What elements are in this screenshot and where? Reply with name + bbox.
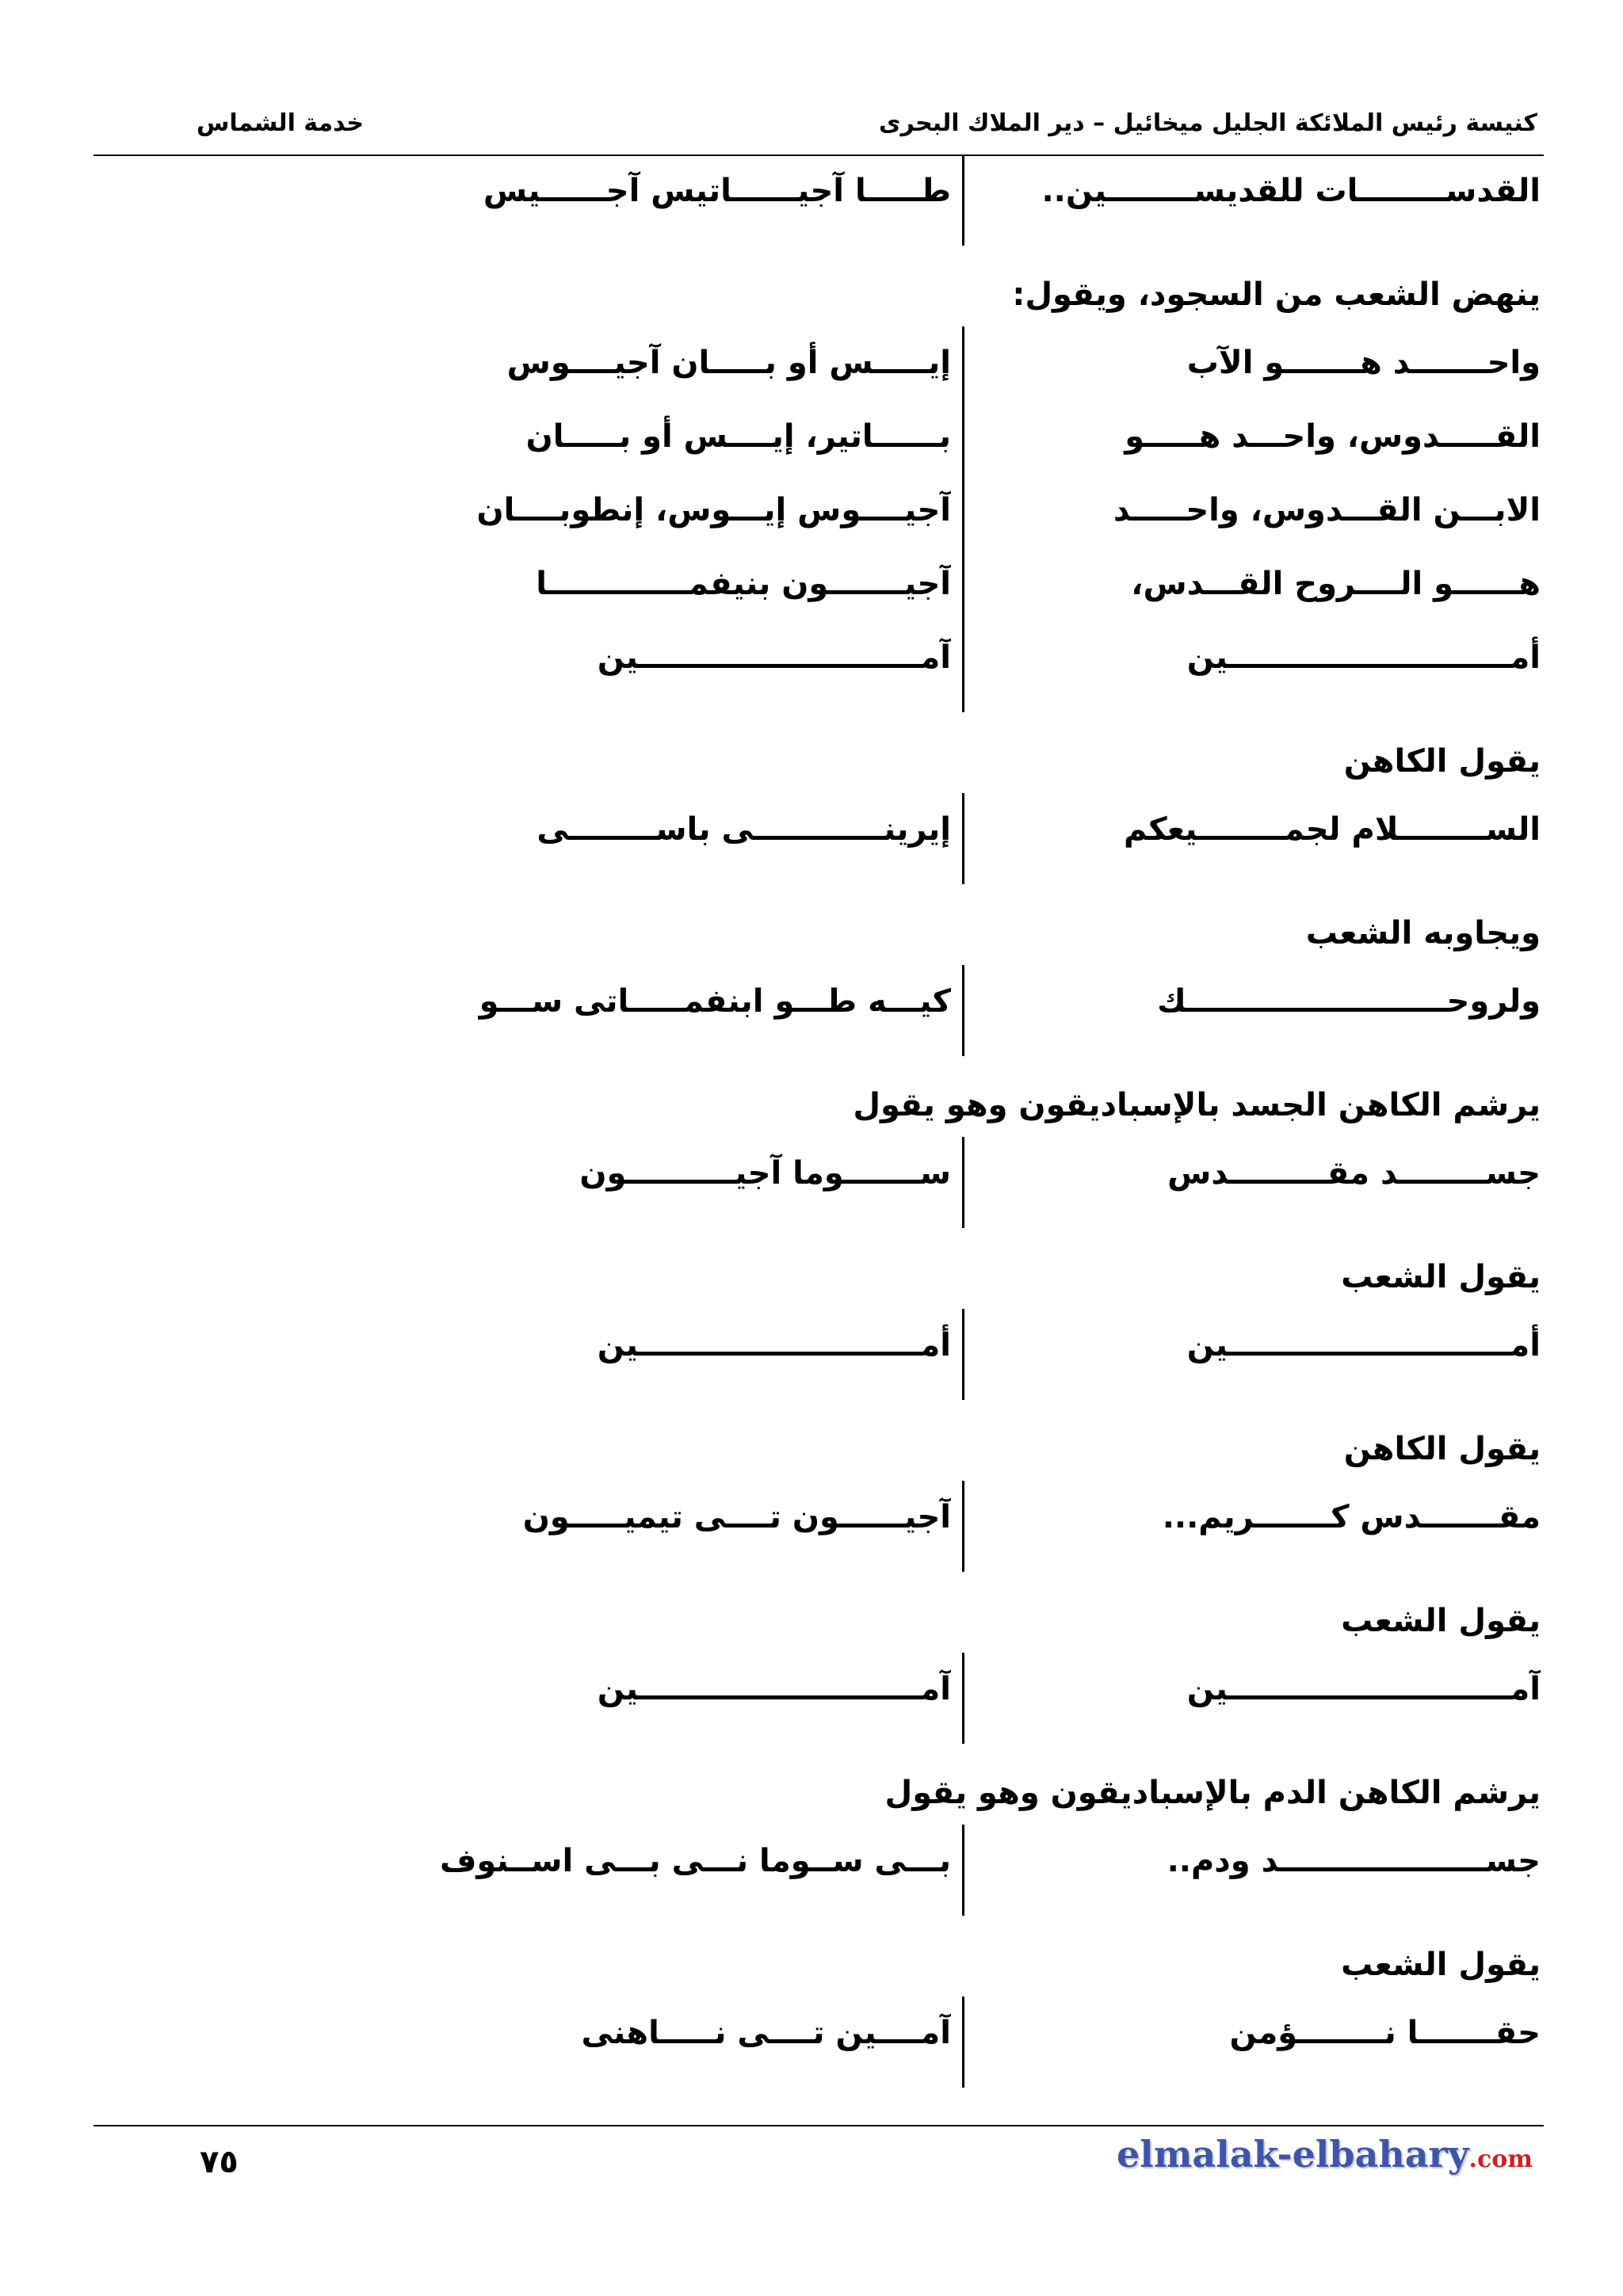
coptic-transliteration: بــــــاتير، إيــــس أو بـــــان xyxy=(525,418,951,455)
response-row xyxy=(0,154,1623,228)
arabic-text: ولروحــــــــــــــــــــــــك xyxy=(1157,983,1541,1020)
logo-text: elmalak-elbahary xyxy=(1117,2133,1469,2176)
coptic-transliteration: آمــــــــــــــــــــــــــين xyxy=(597,1671,951,1707)
responses-table xyxy=(0,965,1623,1039)
response-row xyxy=(0,474,1623,547)
site-logo xyxy=(1117,2133,1533,2176)
section-heading: يقول الشعب xyxy=(1341,1603,1541,1639)
coptic-transliteration: أمــــــــــــــــــــــــــين xyxy=(597,1327,951,1363)
response-row xyxy=(0,621,1623,695)
section-heading: يرشم الكاهن الدم بالإسباديقون وهو يقول xyxy=(884,1775,1541,1811)
arabic-text: الســــــــلام لجمــــــــيعكم xyxy=(1124,811,1541,848)
response-row xyxy=(0,965,1623,1039)
coptic-transliteration: آجيــــــون تــــى تيميـــــون xyxy=(522,1499,951,1535)
coptic-transliteration: آجيـــــــون بنيفمـــــــــــــا xyxy=(536,566,951,602)
response-row xyxy=(0,1137,1623,1211)
coptic-transliteration: ســـــــوما آجيــــــــــون xyxy=(579,1155,951,1192)
section-heading: يقول الشعب xyxy=(1341,1947,1541,1983)
arabic-text: مقـــــــدس كـــــــريم... xyxy=(1162,1499,1541,1535)
response-row xyxy=(0,1825,1623,1898)
responses-table xyxy=(0,793,1623,867)
coptic-transliteration: إيرينــــــــــــى باســــــــى xyxy=(537,811,951,848)
coptic-transliteration: آمــــــــــــــــــــــــــين xyxy=(597,639,951,676)
page-number: ٧٥ xyxy=(200,2144,239,2180)
arabic-text: أمــــــــــــــــــــــــــين xyxy=(1186,1327,1541,1363)
response-row xyxy=(0,1309,1623,1383)
responses-table xyxy=(0,1997,1623,2070)
responses-table xyxy=(0,326,1623,695)
responses-table xyxy=(0,1825,1623,1898)
section-heading: يرشم الكاهن الجسد بالإسباديقون وهو يقول xyxy=(853,1087,1541,1123)
section-heading: يقول الشعب xyxy=(1341,1259,1541,1295)
response-row xyxy=(0,1653,1623,1726)
arabic-text: القدســــــــات للقديســــــــين.. xyxy=(1041,173,1541,209)
section-heading: يقول الكاهن xyxy=(1343,743,1541,780)
responses-table xyxy=(0,1309,1623,1383)
arabic-text: أمــــــــــــــــــــــــــين xyxy=(1186,639,1541,676)
section-heading: ويجاوبه الشعب xyxy=(1305,915,1541,952)
response-row xyxy=(0,400,1623,474)
response-row xyxy=(0,326,1623,400)
liturgy-content xyxy=(0,154,1623,2125)
arabic-text: الابـــن القـــدوس، واحـــــد xyxy=(1113,492,1541,528)
coptic-transliteration: آمــــين تــــى نـــــاهنى xyxy=(581,2015,951,2051)
coptic-transliteration: آجيــــوس إيـــوس، إنطوبــــان xyxy=(476,492,951,528)
section-heading: يقول الكاهن xyxy=(1343,1431,1541,1467)
response-row xyxy=(0,793,1623,867)
arabic-text: جســــــــد مقـــــــــدس xyxy=(1167,1155,1541,1192)
response-row xyxy=(0,547,1623,621)
arabic-text: القـــــدوس، واحـــد هـــــو xyxy=(1125,418,1541,455)
logo-tld: .com xyxy=(1468,2145,1533,2173)
section-heading: ينهض الشعب من السجود، ويقول: xyxy=(1012,277,1541,313)
arabic-text: هــــــو الــــروح القـــدس، xyxy=(1131,566,1541,602)
coptic-transliteration: بـــى ســوما نـــى بـــى اســنوف xyxy=(439,1843,951,1879)
coptic-transliteration: كيـــه طـــو ابنفمـــــاتى ســـو xyxy=(479,983,951,1020)
coptic-transliteration: طـــــا آجيــــــاتيس آجــــــيس xyxy=(483,173,951,209)
arabic-text: جســـــــــــــــــــد ودم.. xyxy=(1167,1843,1541,1879)
responses-table xyxy=(0,154,1623,228)
responses-table xyxy=(0,1653,1623,1726)
arabic-text: حقـــــــا نــــــــؤمن xyxy=(1229,2015,1541,2051)
header-church-title: كنيسة رئيس الملائكة الجليل ميخائيل – دير الملاك البحرى xyxy=(878,109,1537,137)
responses-table xyxy=(0,1481,1623,1554)
arabic-text: واحـــــــد هـــــــو الآب xyxy=(1186,345,1541,381)
coptic-transliteration: إيـــــس أو بـــــان آجيــــوس xyxy=(506,345,951,381)
response-row xyxy=(0,1997,1623,2070)
responses-table xyxy=(0,1137,1623,1211)
footer-rule xyxy=(94,2125,1544,2126)
arabic-text: آمــــــــــــــــــــــــــين xyxy=(1186,1671,1541,1707)
header-service-title: خدمة الشماس xyxy=(197,109,365,137)
response-row xyxy=(0,1481,1623,1554)
